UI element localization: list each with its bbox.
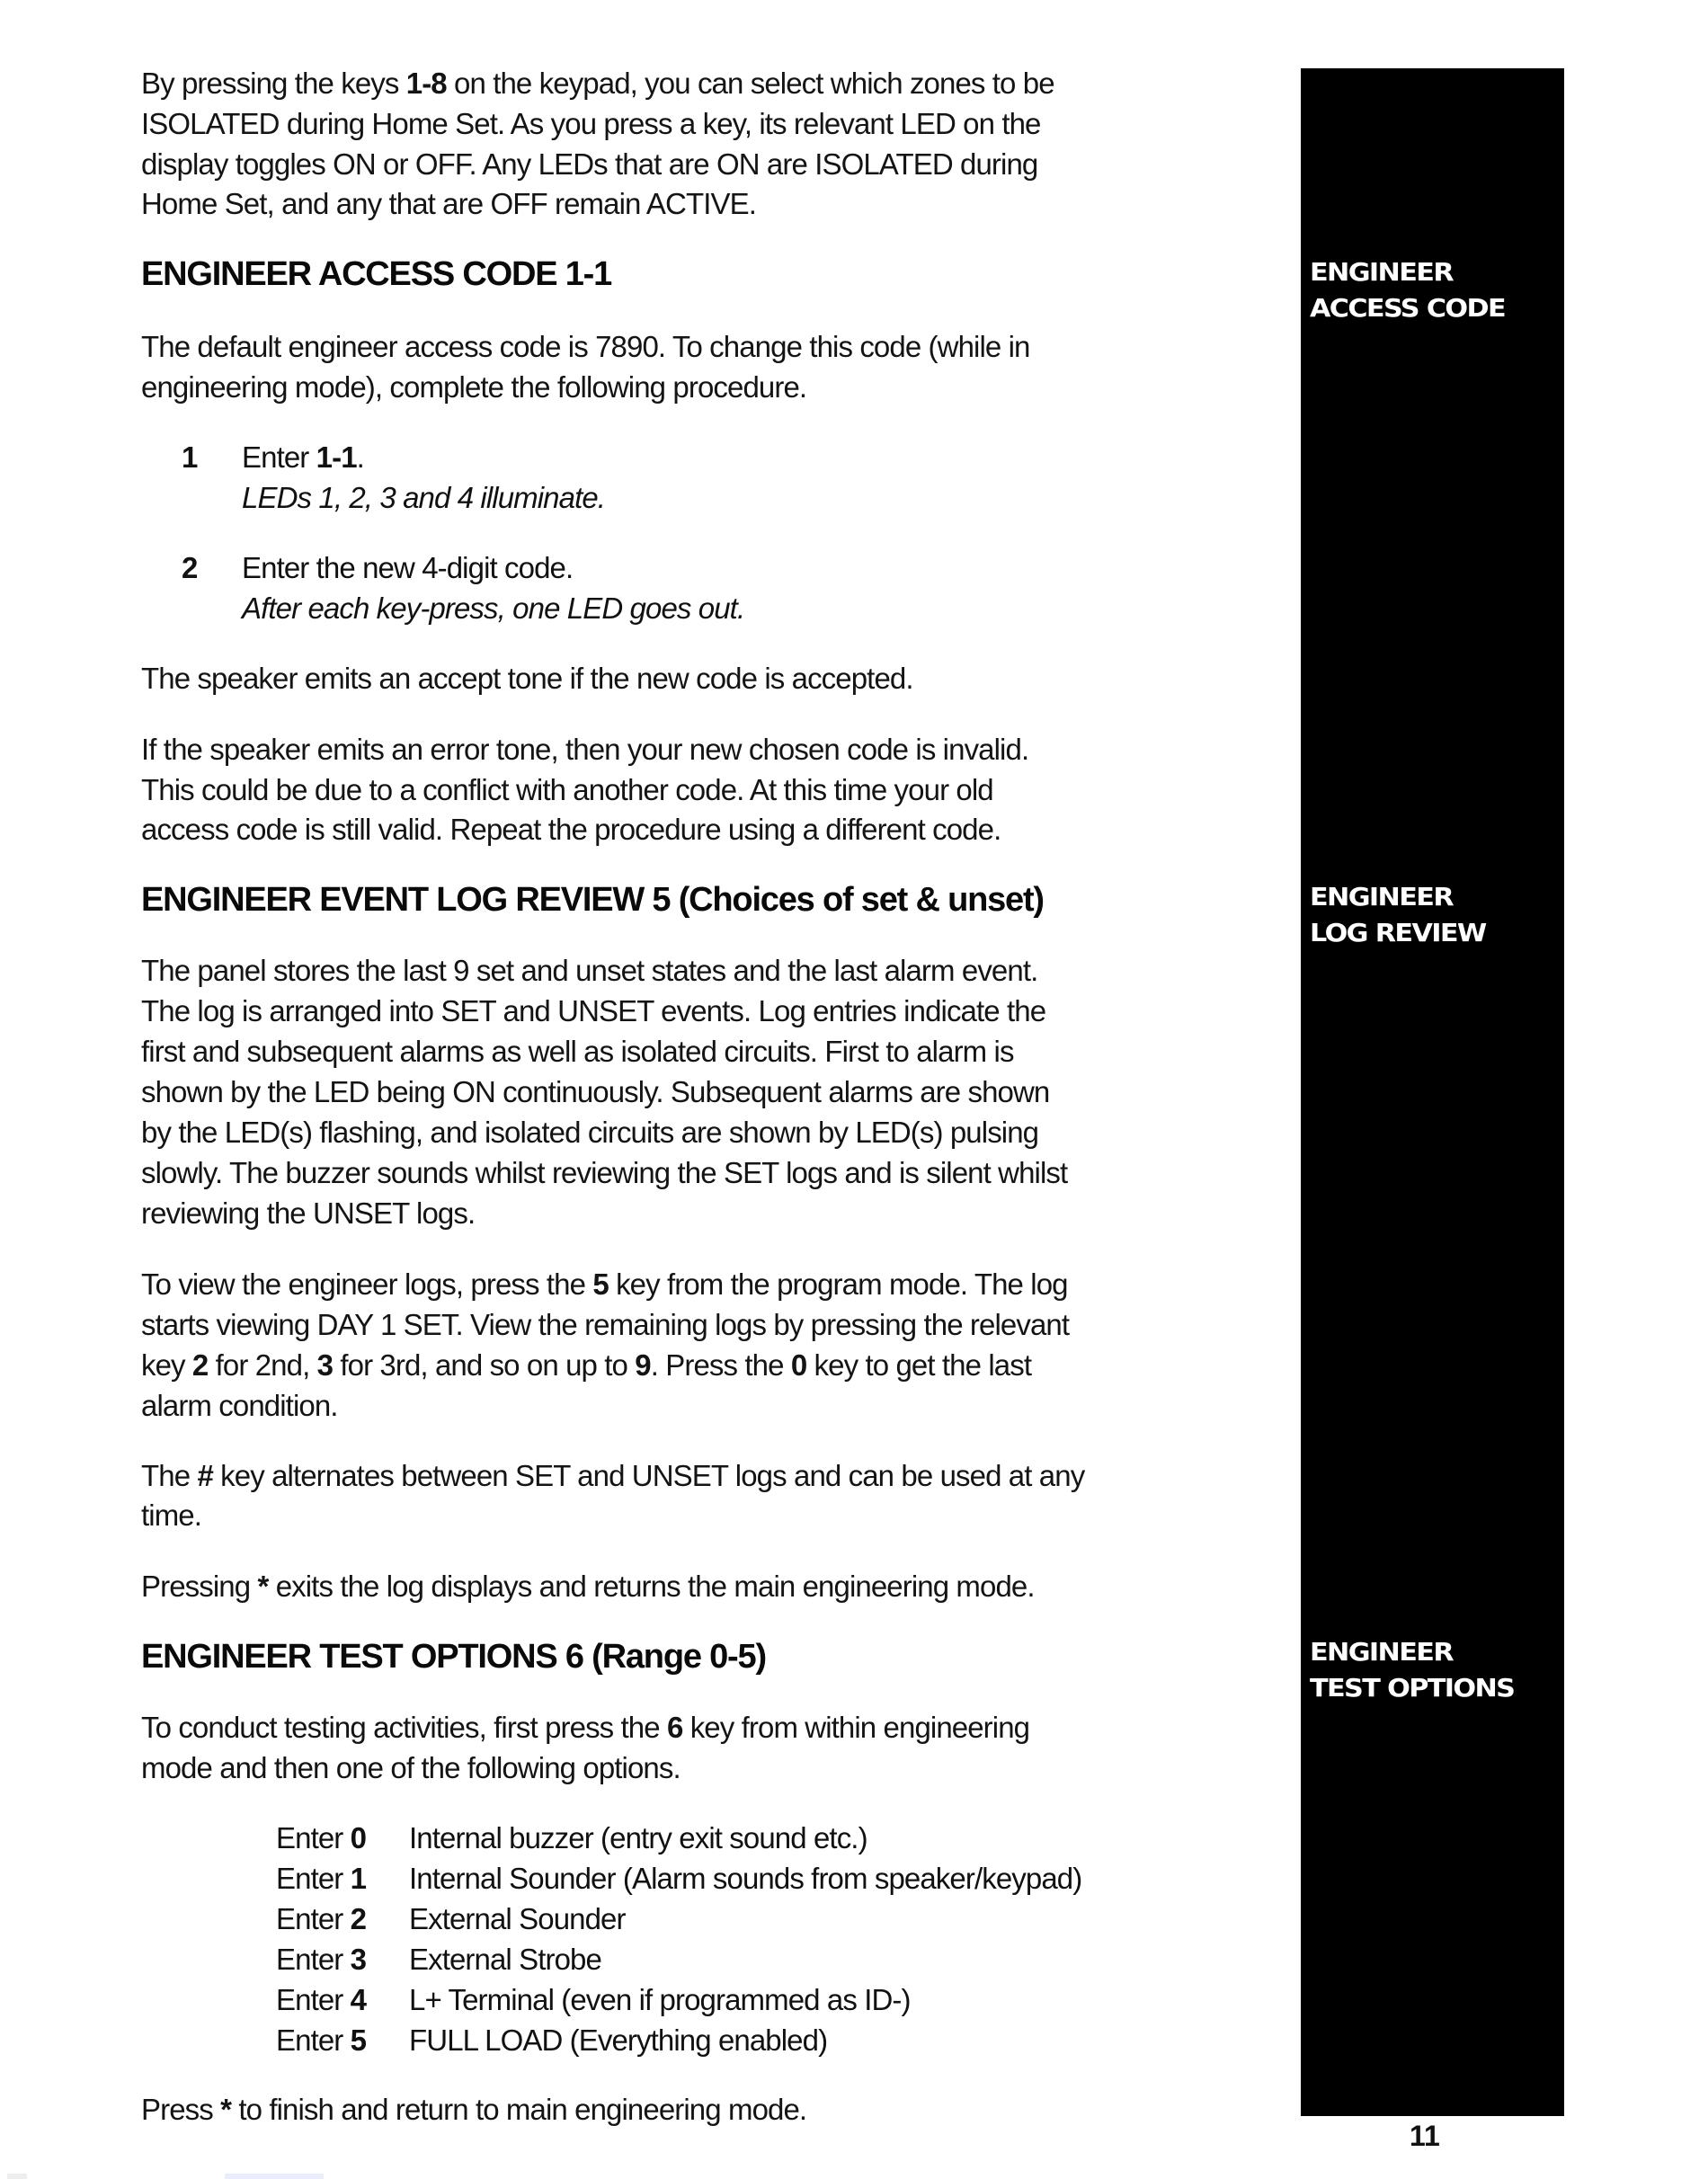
log-para-line: first and subsequent alarms as well as isolated circuits. First to alarm is bbox=[141, 1035, 1014, 1068]
test-option-description: Internal Sounder (Alarm sounds from speaker/keypad) bbox=[409, 1862, 1082, 1895]
sidebar-label-access-code bbox=[1310, 254, 1505, 326]
view-logs-line: To view the engineer logs, press the 5 key from the program mode. The log bbox=[141, 1267, 1068, 1301]
cropped-footer-strip bbox=[0, 2174, 1708, 2179]
error-tone-line: If the speaker emits an error tone, then your new chosen code is invalid. bbox=[141, 733, 1029, 766]
hash-key-line: time. bbox=[141, 1499, 202, 1532]
view-logs-line: starts viewing DAY 1 SET. View the remaining logs by pressing the relevant bbox=[141, 1308, 1070, 1341]
sidebar-label-line: ENGINEER bbox=[1310, 1637, 1453, 1667]
bold-key: 2 bbox=[191, 1348, 209, 1382]
heading-test-options: ENGINEER TEST OPTIONS 6 (Range 0-5) bbox=[141, 1638, 766, 1676]
test-option-description: L+ Terminal (even if programmed as ID-) bbox=[409, 1983, 911, 2016]
view-logs-line: alarm condition. bbox=[141, 1389, 338, 1422]
test-option-key: Enter 4 bbox=[276, 1983, 367, 2016]
test-intro-line: To conduct testing activities, first press the 6 key from within engineering bbox=[141, 1711, 1030, 1744]
bold-key: * bbox=[257, 1570, 269, 1603]
section-sidebar bbox=[1301, 68, 1564, 2116]
intro-line: display toggles ON or OFF. Any LEDs that are ON are ISOLATED during bbox=[141, 147, 1038, 181]
log-para-line: The panel stores the last 9 set and unset states and the last alarm event. bbox=[141, 954, 1038, 987]
test-option-description: External Strobe bbox=[409, 1943, 601, 1976]
step-instruction: Enter 1-1. bbox=[242, 440, 364, 474]
sidebar-label-line: ENGINEER bbox=[1310, 257, 1453, 287]
step-number: 1 bbox=[182, 440, 199, 474]
test-option-key: Enter 2 bbox=[276, 1902, 367, 1935]
intro-line: Home Set, and any that are OFF remain ACTIVE. bbox=[141, 187, 756, 220]
test-option-description: External Sounder bbox=[409, 1902, 626, 1935]
sidebar-label-test-options bbox=[1310, 1634, 1514, 1706]
test-option-key: Enter 3 bbox=[276, 1943, 367, 1976]
test-option-key: Enter 5 bbox=[276, 2023, 367, 2057]
log-para-line: The log is arranged into SET and UNSET events. Log entries indicate the bbox=[141, 994, 1046, 1027]
heading-access-code: ENGINEER ACCESS CODE 1-1 bbox=[141, 255, 612, 293]
bold-key: 5 bbox=[592, 1267, 609, 1301]
heading-log-review: ENGINEER EVENT LOG REVIEW 5 (Choices of set & unset) bbox=[141, 881, 1044, 919]
step-result: LEDs 1, 2, 3 and 4 illuminate. bbox=[242, 481, 606, 514]
bold-key: * bbox=[220, 2093, 232, 2126]
sidebar-label-line: ACCESS CODE bbox=[1310, 293, 1506, 323]
option-key-number: 4 bbox=[350, 1983, 367, 2016]
sidebar-label-log-review bbox=[1310, 879, 1486, 951]
option-key-number: 0 bbox=[350, 1821, 367, 1854]
option-key-number: 2 bbox=[350, 1902, 367, 1935]
test-option-key: Enter 0 bbox=[276, 1821, 367, 1854]
bold-key: 3 bbox=[316, 1348, 334, 1382]
bold-key: 9 bbox=[635, 1348, 651, 1382]
access-intro-line: engineering mode), complete the following procedure. bbox=[141, 370, 807, 404]
test-option-key: Enter 1 bbox=[276, 1862, 367, 1895]
log-para-line: by the LED(s) flashing, and isolated circuits are shown by LED(s) pulsing bbox=[141, 1116, 1039, 1149]
log-para-line: shown by the LED being ON continuously. Subsequent alarms are shown bbox=[141, 1075, 1050, 1108]
access-intro-line: The default engineer access code is 7890. To change this code (while in bbox=[141, 330, 1030, 363]
option-key-number: 3 bbox=[350, 1943, 367, 1976]
closing-line: Press * to finish and return to main engineering mode. bbox=[141, 2093, 807, 2126]
step-instruction: Enter the new 4-digit code. bbox=[242, 551, 574, 584]
step-number: 2 bbox=[182, 551, 199, 584]
log-para-line: reviewing the UNSET logs. bbox=[141, 1196, 476, 1230]
accept-tone-text: The speaker emits an accept tone if the new code is accepted. bbox=[141, 662, 913, 695]
sidebar-label-line: ENGINEER bbox=[1310, 882, 1453, 912]
test-intro-line: mode and then one of the following options. bbox=[141, 1751, 681, 1784]
log-para-line: slowly. The buzzer sounds whilst reviewing the SET logs and is silent whilst bbox=[141, 1156, 1068, 1189]
intro-line: ISOLATED during Home Set. As you press a key, its relevant LED on the bbox=[141, 107, 1041, 140]
view-logs-line: key 2 for 2nd, 3 for 3rd, and so on up to 9. Press the 0 key to get the last bbox=[141, 1348, 1032, 1382]
test-option-description: FULL LOAD (Everything enabled) bbox=[409, 2023, 828, 2057]
page-number: 11 bbox=[1410, 2120, 1440, 2152]
hash-key-line: The # key alternates between SET and UNSET logs and can be used at any bbox=[141, 1459, 1085, 1492]
bold-key: 6 bbox=[666, 1711, 683, 1744]
test-option-description: Internal buzzer (entry exit sound etc.) bbox=[409, 1821, 867, 1854]
intro-line: By pressing the keys 1-8 on the keypad, you can select which zones to be bbox=[141, 67, 1054, 100]
option-key-number: 1 bbox=[350, 1862, 367, 1895]
error-tone-line: This could be due to a conflict with another code. At this time your old bbox=[141, 773, 993, 806]
step-result: After each key-press, one LED goes out. bbox=[242, 591, 745, 625]
sidebar-label-line: LOG REVIEW bbox=[1310, 918, 1486, 947]
bold-key: # bbox=[197, 1459, 213, 1492]
bold-key: 1-8 bbox=[405, 67, 447, 100]
error-tone-line: access code is still valid. Repeat the procedure using a different code. bbox=[141, 813, 1001, 846]
bold-key: 0 bbox=[790, 1348, 807, 1382]
option-key-number: 5 bbox=[350, 2023, 367, 2057]
star-exit-line: Pressing * exits the log displays and returns the main engineering mode. bbox=[141, 1570, 1035, 1603]
sidebar-label-line: TEST OPTIONS bbox=[1310, 1673, 1515, 1703]
